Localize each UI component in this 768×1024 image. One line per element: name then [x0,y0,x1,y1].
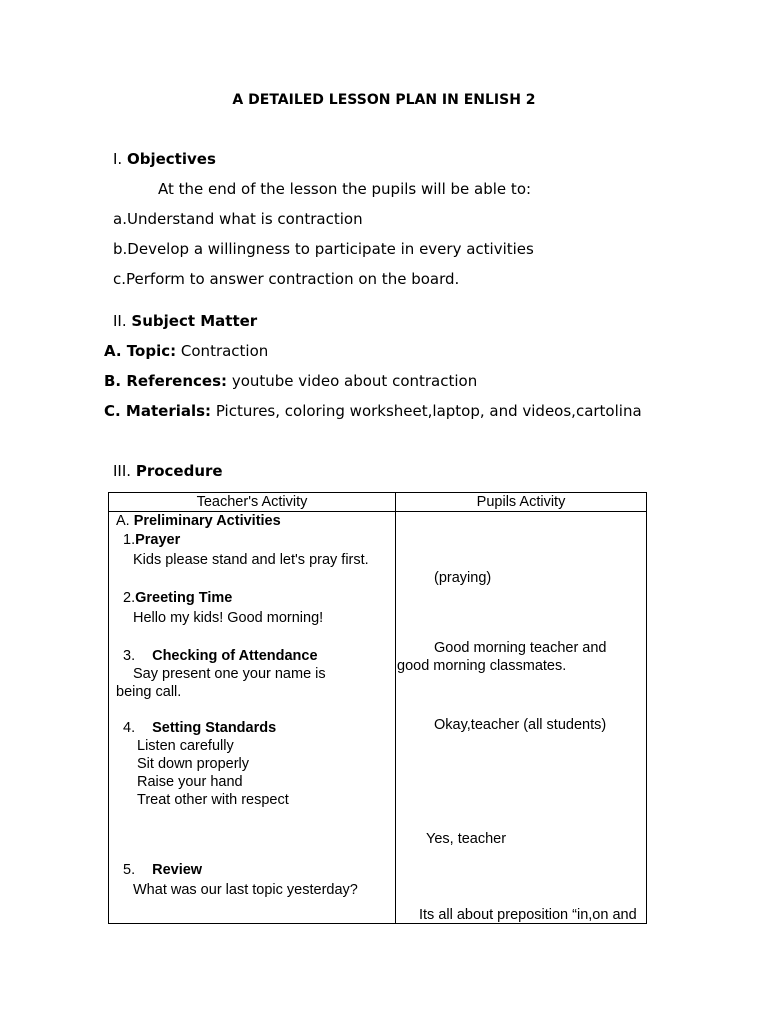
objective-item-a [113,210,363,228]
objective-letter: a. [113,210,127,228]
subject-topic-value: Contraction [180,342,269,360]
subject-materials-label: C. Materials: [104,402,212,420]
subject-references-label: B. References: [104,372,228,390]
objective-text: Understand what is contraction [126,210,363,228]
procedure-number: III. [113,462,132,480]
review-line: What was our last topic yesterday? [133,882,358,898]
attendance-title: Checking of Attendance [152,648,318,664]
objective-item-c [113,270,459,288]
prayer-response: (praying) [434,570,492,586]
preliminary-activities [116,512,281,530]
subject-materials [104,402,642,420]
yes-teacher-response: Yes, teacher [426,831,507,847]
greeting-heading [123,589,232,607]
attendance-line-2: being call. [116,684,182,700]
standards-response: Okay,teacher (all students) [434,717,607,733]
subject-references-value: youtube video about contraction [231,372,478,390]
attendance-number: 3. [123,648,136,664]
standard-rule: Raise your hand [137,774,243,790]
objective-letter: b. [113,240,128,258]
greeting-response-1: Good morning teacher and [434,640,607,656]
column-divider [395,493,396,923]
subject-topic [104,342,268,360]
prayer-number: 1. [123,532,136,548]
preliminary-title: Preliminary Activities [133,513,281,529]
objective-text: Perform to answer contraction on the board. [126,270,460,288]
review-heading [123,861,202,879]
subject-matter-number: II. [113,312,127,330]
subject-references [104,372,477,390]
standard-rule: Listen carefully [137,738,234,754]
objective-text: Develop a willingness to participate in every activities [127,240,534,258]
subject-materials-value: Pictures, coloring worksheet,laptop, and videos,cartolina [215,402,642,420]
objective-letter: c. [113,270,127,288]
objective-item-b [113,240,534,258]
greeting-line: Hello my kids! Good morning! [133,610,324,626]
review-response: Its all about preposition “in,on and [419,907,637,923]
standard-rule: Treat other with respect [137,792,289,808]
objectives-title: Objectives [126,150,216,168]
standards-heading [123,719,276,737]
objectives-number: I. [113,150,123,168]
prayer-line: Kids please stand and let's pray first. [133,552,369,568]
attendance-heading [123,647,318,665]
procedure-title: Procedure [135,462,223,480]
subject-matter-heading [113,312,257,330]
subject-matter-title: Subject Matter [131,312,258,330]
procedure-table [108,492,647,924]
teacher-activity-header: Teacher's Activity [196,494,308,510]
document-title: A DETAILED LESSON PLAN IN ENLISH 2 [232,92,536,108]
greeting-title: Greeting Time [135,590,233,606]
prayer-heading [123,531,180,549]
attendance-line-1: Say present one your name is [133,666,326,682]
standards-number: 4. [123,720,136,736]
review-number: 5. [123,862,136,878]
review-title: Review [152,862,203,878]
standards-title: Setting Standards [152,720,277,736]
subject-topic-label: A. Topic: [104,342,177,360]
objectives-heading [113,150,216,168]
pupils-activity-header: Pupils Activity [476,494,566,510]
standard-rule: Sit down properly [137,756,250,772]
prayer-title: Prayer [135,532,181,548]
preliminary-label: A. [116,513,130,529]
objectives-intro: At the end of the lesson the pupils will be able to: [158,180,532,198]
greeting-response-2: good morning classmates. [397,658,567,674]
procedure-heading [113,462,223,480]
greeting-number: 2. [123,590,136,606]
